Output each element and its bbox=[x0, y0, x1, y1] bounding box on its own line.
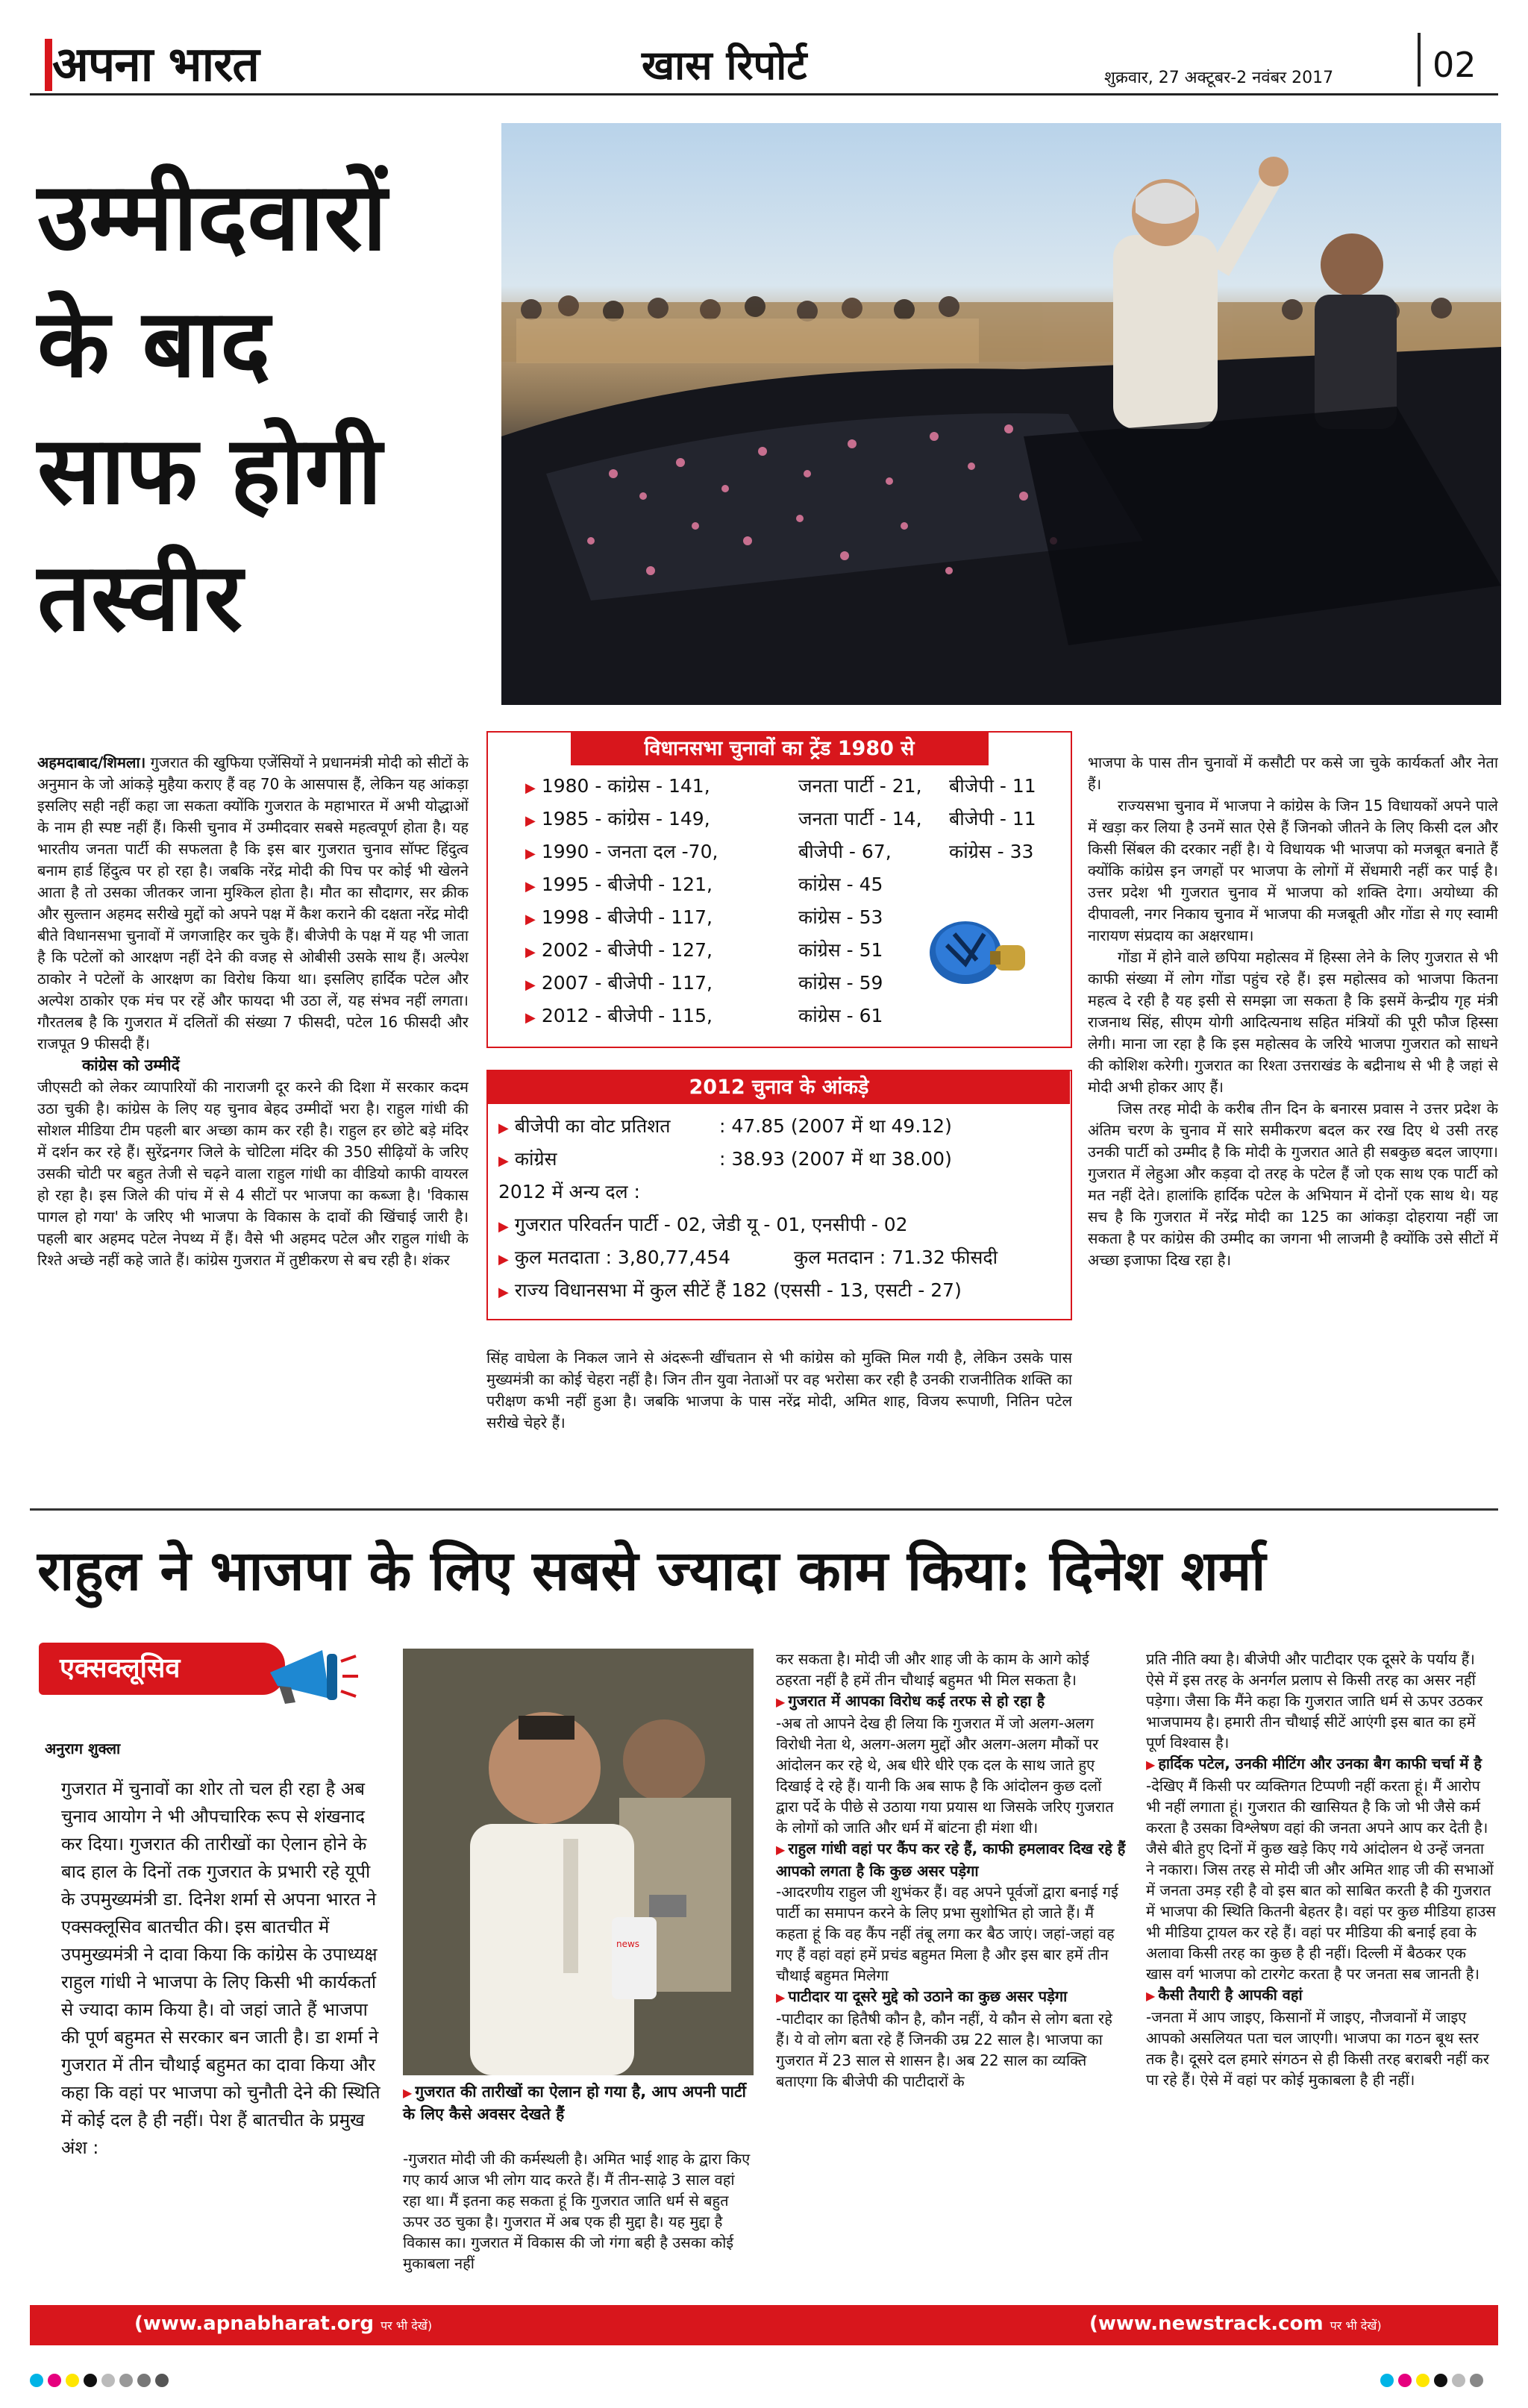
pointer-icon: ▶ bbox=[1146, 1989, 1156, 2003]
stats-row bbox=[498, 1208, 908, 1244]
subhead: कांग्रेस को उम्मीदें bbox=[82, 1056, 180, 1074]
trend-cell: कांग्रेस - 33 bbox=[949, 841, 1034, 862]
trend-cell: बीजेपी - 67, bbox=[798, 841, 892, 862]
answer-text: -गुजरात मोदी जी की कर्मस्थली है। अमित भाई शाह के द्वारा किए गए कार्य आज भी लोग याद करते हैं। मैं तीन-साढ़े 3 साल वहां रहा था। मैं इतना कह सकता हूं कि गुजरात जाति धर्म से बहुत ऊपर उठ चुका है। गुजरात में अब एक ही मुद्दा है। यह मुद्दा है विकास का। गुजरात में विकास की जो गंगा बही है उसका कोई मुकाबला नहीं bbox=[403, 2150, 751, 2272]
story1-paragraph: गोंडा में होने वाले छपिया महोत्सव में हिस्सा लेने के लिए गुजरात से भी काफी संख्या में लोग गोंडा पहुंच रहे हैं। इस महोत्सव को भाजपा कितना महत्व दे रही है यह इसी से समझा जा सकता है कि इसमें केन्द्रीय गृह मंत्री राजनाथ सिंह, सीएम योगी आदित्यनाथ सहित मंत्रियों की पूरी फौज हिस्सा लेगी। माना जा रहा है कि इस महोत्सव के जरिये भाजपा गुजरात को साधने की कोशिश करेगी। गुजरात का रिश्ता उत्तराखंड के बद्रीनाथ से भी है जहां से मोदी अभी होकर आए हैं। bbox=[1088, 948, 1498, 1096]
trend-cell: जनता पार्टी - 21, bbox=[798, 775, 922, 797]
page-number-separator bbox=[1418, 33, 1421, 87]
footer-left-link[interactable] bbox=[134, 2313, 432, 2335]
byline: अनुराग शुक्ला bbox=[45, 1740, 121, 1758]
trend-box-title: विधानसभा चुनावों का ट्रेंड 1980 से bbox=[571, 733, 989, 765]
stats-label: बीजेपी का वोट प्रतिशत bbox=[514, 1115, 671, 1137]
registration-dot bbox=[48, 2374, 61, 2387]
registration-dot bbox=[1380, 2374, 1394, 2387]
story1-column-2 bbox=[486, 1347, 1072, 1496]
bullet-icon: ▶ bbox=[525, 879, 536, 894]
pointer-icon: ▶ bbox=[776, 1990, 786, 2004]
stats-value: : 38.93 (2007 में था 38.00) bbox=[719, 1148, 952, 1170]
answer-text: प्रति नीति क्या है। बीजेपी और पाटीदार एक दूसरे के पर्याय हैं। ऐसे में इस तरह के अनर्गल प्रलाप से किसी तरह का असर नहीं पड़ेगा। जैसा कि मैंने कहा कि गुजरात जाति धर्म से ऊपर उठकर भाजपामय है। हमारी तीन चौथाई सीटें आएंगी इस बात का हमें पूर्ण विश्वास है। bbox=[1146, 1650, 1483, 1752]
stats-row bbox=[498, 1143, 557, 1178]
question-text: राहुल गांधी वहां पर कैंप कर रहे हैं, काफी हमलावर दिख रहे हैं आपको लगता है कि कुछ असर पड़ेगा bbox=[776, 1840, 1126, 1880]
registration-dot bbox=[66, 2374, 79, 2387]
registration-dot bbox=[84, 2374, 97, 2387]
stats-row bbox=[498, 1110, 671, 1145]
trend-cell: 1998 - बीजेपी - 117, bbox=[541, 906, 713, 928]
question-1 bbox=[403, 2081, 754, 2125]
bullet-icon: ▶ bbox=[525, 846, 536, 862]
stats-2012-box bbox=[486, 1070, 1072, 1320]
footer-note: पर भी देखें) bbox=[1330, 2318, 1382, 2333]
trend-row bbox=[525, 967, 713, 1002]
trend-cell: बीजेपी - 11 bbox=[949, 775, 1036, 797]
footer-right-link[interactable] bbox=[1089, 2313, 1382, 2335]
bullet-icon: ▶ bbox=[498, 1252, 509, 1267]
bullet-icon: ▶ bbox=[525, 977, 536, 993]
story1-paragraph: सिंह वाघेला के निकल जाने से अंदरूनी खींचतान से भी कांग्रेस को मुक्ति मिल गयी है, लेकिन उसके पास मुख्यमंत्री का कोई चेहरा नहीं है। जिन तीन युवा नेताओं पर वह भरोसा कर रही है उनकी राजनीतिक शक्ति का परीक्षण कभी नहीं हुआ है। जबकि भाजपा के पास नरेंद्र मोदी, अमित शाह, विजय रूपाणी, नितिन पटेल सरीखे चेहरे हैं। bbox=[486, 1349, 1072, 1432]
trend-cell: कांग्रेस - 53 bbox=[798, 906, 883, 928]
masthead-rule bbox=[30, 93, 1498, 95]
section-title: खास रिपोर्ट bbox=[642, 42, 807, 89]
bullet-icon: ▶ bbox=[525, 912, 536, 927]
answer-text: -आदरणीय राहुल जी शुभंकर हैं। वह अपने पूर्वजों द्वारा बनाई गई पार्टी का समापन करने के लिए प्रभा सुशोभित हो जाते हैं। मैं कहता हूं कि वह कैंप नहीं तंबू लगा कर बैठ जाएं। जहां-जहां वह गए हैं वहां वहां हमें प्रचंड बहुमत मिला है और इस बार हमें तीन चौथाई बहुमत मिलेगा bbox=[776, 1883, 1118, 1984]
bullet-icon: ▶ bbox=[498, 1285, 509, 1300]
trend-cell: बीजेपी - 11 bbox=[949, 808, 1036, 830]
trend-row bbox=[525, 868, 713, 903]
stats-subhead: 2012 में अन्य दल : bbox=[498, 1181, 640, 1203]
registration-dot bbox=[137, 2374, 151, 2387]
pointer-icon: ▶ bbox=[776, 1843, 786, 1857]
registration-dot bbox=[30, 2374, 43, 2387]
stats-value: राज्य विधानसभा में कुल सीटें हैं 182 (एससी - 13, एसटी - 27) bbox=[514, 1279, 962, 1301]
trend-row bbox=[525, 934, 713, 969]
registration-dot bbox=[101, 2374, 115, 2387]
stats-row bbox=[498, 1274, 962, 1309]
trend-cell: 2012 - बीजेपी - 115, bbox=[541, 1005, 713, 1026]
bullet-icon: ▶ bbox=[525, 813, 536, 829]
story1-paragraph: राज्यसभा चुनाव में भाजपा ने कांग्रेस के जिन 15 विधायकों अपने पाले में खड़ा कर लिया है उनमें सात ऐसे हैं जिनको जीतने के लिए किसी दल और किसी सिंबल की दरकार नहीं है। ये विधायक भी भाजपा को मजबूत बनाते हैं क्योंकि कांग्रेस इन जगहों पर भाजपा के लोगों में सेंधमारी नहीं कर पाई है। उत्तर प्रदेश भी गुजरात चुनाव में भाजपा को शक्ति देगा। अयोध्या की दीपावली, नगर निकाय चुनाव में भाजपा की मजबूती और गोंडा से गए स्वामी नारायण संप्रदाय का अक्षरधाम। bbox=[1088, 797, 1498, 944]
bullet-icon: ▶ bbox=[525, 944, 536, 960]
story2-headline: राहुल ने भाजपा के लिए सबसे ज्यादा काम किया: दिनेश शर्मा bbox=[37, 1539, 1266, 1603]
story1-column-3 bbox=[1088, 752, 1498, 1498]
stats-value: कुल मतदान : 71.32 फीसदी bbox=[794, 1247, 998, 1268]
trend-cell: 2002 - बीजेपी - 127, bbox=[541, 939, 713, 961]
question-text: कैसी तैयारी है आपकी वहां bbox=[1158, 1986, 1303, 2004]
trend-cell: 1995 - बीजेपी - 121, bbox=[541, 874, 713, 895]
headline-line: तस्वीर bbox=[37, 542, 243, 652]
headline-line: के बाद bbox=[37, 288, 271, 398]
exclusive-label: एक्सक्लूसिव bbox=[39, 1643, 285, 1695]
stats-label: कांग्रेस bbox=[514, 1148, 557, 1170]
registration-dot bbox=[1470, 2374, 1483, 2387]
rally-photo bbox=[501, 123, 1501, 705]
headline-line: उम्मीदवारों bbox=[37, 161, 387, 272]
trend-cell: 2007 - बीजेपी - 117, bbox=[541, 972, 713, 994]
print-registration-dots-right bbox=[1380, 2374, 1483, 2387]
story2-intro: गुजरात में चुनावों का शोर तो चल ही रहा है अब चुनाव आयोग ने भी औपचारिक रूप से शंखनाद कर दिया। गुजरात की तारीखों का ऐलान होने के बाद हाल के दिनों तक गुजरात के प्रभारी रहे यूपी के उपमुख्यमंत्री डा. दिनेश शर्मा से अपना भारत ने एक्सक्लूसिव बातचीत की। इस बातचीत में उपमुख्यमंत्री ने दावा किया कि कांग्रेस के उपाध्यक्ष राहुल गांधी ने भाजपा के लिए किसी भी कार्यकर्ता से ज्यादा काम किया है। वो जहां जाते हैं भाजपा की पूर्ण बहुमत से सरकार बन जाती है। डा शर्मा ने गुजरात में तीन चौथाई बहुमत का दावा किया और कहा कि वहां पर भाजपा को चुनौती देने की स्थिति में कोई दल है ही नहीं। पेश हैं बातचीत के प्रमुख अंश : bbox=[61, 1778, 381, 2158]
question-3 bbox=[776, 1838, 1127, 1881]
story1-paragraph: भाजपा के पास तीन चुनावों में कसौटी पर कसे जा चुके कार्यकर्ता और नेता हैं। bbox=[1088, 753, 1498, 793]
story2-intro-column bbox=[61, 1775, 381, 2298]
answer-text: -अब तो आपने देख ही लिया कि गुजरात में जो अलग-अलग विरोधी नेता थे, अलग-अलग मुद्दों और अलग-अलग मौकों पर आंदोलन कर रहे थे, अब धीरे धीरे एक दल के साथ जाते हुए दिखाई दे रहे हैं। यानी कि अब साफ है कि आंदोलन कुछ दलों द्वारा पर्दे के पीछे से उठाया गया प्रयास था जिसके जरिए गुजरात के लोगों को जाति और धर्म में बांटना ही मंशा थी। bbox=[776, 1714, 1114, 1837]
footer-url[interactable]: (www.newstrack.com bbox=[1089, 2313, 1324, 2335]
question-text: गुजरात की तारीखों का ऐलान हो गया है, आप अपनी पार्टी के लिए कैसे अवसर देखते हैं bbox=[403, 2083, 746, 2123]
answer-text: -पाटीदार का हितैषी कौन है, कौन नहीं, ये कौन से लोग बता रहे हैं। ये वो लोग बता रहे हैं जिनकी उम्र 22 साल है। भाजपा का गुजरात में 23 साल से शासन है। अब 22 साल का व्यक्ति बताएगा कि बीजेपी की पाटीदारों के bbox=[776, 2010, 1112, 2090]
trend-cell: कांग्रेस - 45 bbox=[798, 874, 883, 895]
bullet-icon: ▶ bbox=[498, 1219, 509, 1235]
stats-value: : 47.85 (2007 में था 49.12) bbox=[719, 1115, 952, 1137]
pointer-icon: ▶ bbox=[776, 1695, 786, 1709]
story1-headline bbox=[37, 153, 485, 660]
answer-text: -जनता में आप जाइए, किसानों में जाइए, नौजवानों में जाइए आपको असलियत पता चल जाएगी। भाजपा का गठन बूथ स्तर तक है। दूसरे दल हमारे संगठन से ही किसी तरह बराबरी नहीं कर पा रहे हैं। ऐसे में वहां पर कोई मुकाबला है ही नहीं। bbox=[1146, 2008, 1489, 2089]
registration-dot bbox=[1452, 2374, 1465, 2387]
trend-row bbox=[525, 803, 710, 838]
story2-column-c bbox=[776, 1649, 1127, 2290]
story2-column-d bbox=[1146, 1649, 1497, 2290]
pointer-icon: ▶ bbox=[403, 2086, 413, 2100]
trend-cell: 1980 - कांग्रेस - 141, bbox=[541, 775, 710, 797]
footer-url[interactable]: (www.apnabharat.org bbox=[134, 2313, 375, 2335]
trend-cell: 1985 - कांग्रेस - 149, bbox=[541, 808, 710, 830]
stats-2012-title: 2012 चुनाव के आंकड़े bbox=[488, 1071, 1070, 1104]
issue-date: शुक्रवार, 27 अक्टूबर-2 नवंबर 2017 bbox=[1104, 69, 1334, 87]
registration-dot bbox=[1398, 2374, 1412, 2387]
trend-row bbox=[525, 1000, 713, 1035]
answer-text: -देखिए मैं किसी पर व्यक्तिगत टिप्पणी नहीं करता हूं। मैं आरोप भी नहीं लगाता हूं। गुजरात की खासियत है कि जो भी जैसे कर्म करता है उसका विश्लेषण वहां की जनता अपने आप कर देती है। जैसे बीते हुए दिनों में कुछ खड़े किए गये आंदोलन थे उन्हें जनता ने नकारा। जिस तरह से मोदी जी और अमित शाह जी की सभाओं में जनता उमड़ रही है वो इस बात को साबित करती है की गुजरात में भाजपा की स्थिति कितनी बेहतर है। वहां पर कुछ मीडिया हाउस भी मीडिया ट्रायल कर रहे हैं। वहां पर मीडिया की बनाई हवा के अलावा किसी तरह का कुछ है ही नहीं। दिल्ली में बैठकर एक खास वर्ग भाजपा को टारगेट करता है पर जनता सब जानती है। bbox=[1146, 1777, 1496, 1983]
registration-dot bbox=[1416, 2374, 1430, 2387]
registration-dot bbox=[155, 2374, 169, 2387]
story1-paragraph: जिस तरह मोदी के करीब तीन दिन के बनारस प्रवास ने उत्तर प्रदेश के अंतिम चरण के चुनाव में सारे समीकरण बदल कर रख दिए थे उसी तरह उनकी पार्टी को उम्मीद है कि मोदी के गुजरात आते ही सबकुछ बदल जाएगा। गुजरात में लेहुआ और कड़वा दो तरह के पटेल हैं जो एक साथ एक पार्टी को मत नहीं देते। हालांकि हार्दिक पटेल के अभियान में दोनों एक साथ थे। यह सच है कि गुजरात में नरेंद्र मोदी का 125 का आंकड़ा दोहराया नहीं जा सकता है पर कांग्रेस की उम्मीद का जगना भी लाजमी है क्योंकि उसे सीटों में अच्छा इजाफा दिख रहा है। bbox=[1088, 1100, 1498, 1269]
stats-value: कुल मतदाता : 3,80,77,454 bbox=[514, 1247, 731, 1268]
story2-column-b bbox=[403, 2148, 754, 2298]
answer-text: कर सकता है। मोदी जी और शाह जी के काम के आगे कोई ठहरता नहीं है हमें तीन चौथाई बहुमत भी मिल सकता है। bbox=[776, 1650, 1089, 1689]
interview-photo bbox=[403, 1649, 754, 2075]
megaphone-icon bbox=[263, 1643, 360, 1707]
question-text: हार्दिक पटेल, उनकी मीटिंग और उनका बैग काफी चर्चा में है bbox=[1158, 1755, 1482, 1772]
trend-cell: कांग्रेस - 59 bbox=[798, 972, 883, 994]
question-text: गुजरात में आपका विरोध कई तरफ से हो रहा है bbox=[788, 1692, 1045, 1710]
section-divider bbox=[30, 1508, 1498, 1511]
bullet-icon: ▶ bbox=[525, 780, 536, 796]
trend-row bbox=[525, 901, 713, 936]
interview-photo-illustration bbox=[403, 1649, 754, 2075]
footer-note: पर भी देखें) bbox=[381, 2318, 433, 2333]
trend-row bbox=[525, 835, 718, 871]
ballot-stamp-icon bbox=[924, 900, 1036, 990]
trend-cell: कांग्रेस - 51 bbox=[798, 939, 883, 961]
dateline: अहमदाबाद/शिमला। bbox=[37, 753, 146, 771]
stats-value: गुजरात परिवर्तन पार्टी - 02, जेडी यू - 01, एनसीपी - 02 bbox=[514, 1214, 908, 1235]
question-2 bbox=[776, 1690, 1127, 1713]
trend-cell: जनता पार्टी - 14, bbox=[798, 808, 922, 830]
bullet-icon: ▶ bbox=[525, 1010, 536, 1026]
question-6 bbox=[1146, 1984, 1497, 2007]
bullet-icon: ▶ bbox=[498, 1153, 509, 1169]
story1-paragraph: गुजरात की खुफिया एजेंसियों ने प्रधानमंत्री मोदी को सीटों के अनुमान के जो आंकड़े मुहैया कराए हैं वह 70 के आसपास हैं, लेकिन यह आंकड़ा इसलिए सही नहीं कहा जा सकता क्योंकि गुजरात के महाभारत में अभी योद्धाओं के नाम ही स्पष्ट नहीं हैं। किसी चुनाव में उम्मीदवार सबसे महत्वपूर्ण होता है। यह भारतीय जनता पार्टी की सफलता है कि इस बार गुजरात चुनाव सॉफ्ट हिंदुत्व बनाम हार्ड हिंदुत्व पर हो रहा है। जबकि नरेंद्र मोदी की पिच पर कोई भी खेलने आता है तो उसका जीतकर जाना मुश्किल होता है। मौत का सौदागर, सर क्रीक और सुल्तान अहमद सरीखे मुद्दों को अपने पक्ष में कैश कराने की दक्षता नरेंद्र मोदी बीते विधानसभा चुनावों में जगजाहिर कर चुके हैं। बीजेपी के पक्ष में यह भी जाता है कि पटेलों को आरक्षण नहीं देने की वजह से ओबीसी उसके साथ हैं। अल्पेश ठाकोर ने पटेलों के आरक्षण का विरोध किया था। इसलिए हार्दिक पटेल और अल्पेश ठाकोर एक मंच पर रहें और फायदा भी उठा लें, यह संभव नहीं लगता। गौरतलब है कि गुजरात में दलितों की संख्या 7 फीसदी, पटेल 16 फीसदी और राजपूत 9 फीसदी हैं। bbox=[37, 753, 469, 1053]
bullet-icon: ▶ bbox=[498, 1120, 509, 1136]
print-registration-dots-left bbox=[30, 2374, 169, 2387]
masthead-brand-bar bbox=[45, 39, 52, 91]
trend-cell: 1990 - जनता दल -70, bbox=[541, 841, 718, 862]
exclusive-tag bbox=[39, 1643, 375, 1707]
question-5 bbox=[1146, 1753, 1497, 1775]
story1-column-1 bbox=[37, 752, 469, 1498]
pointer-icon: ▶ bbox=[1146, 1758, 1156, 1772]
masthead-brand: अपना भारत bbox=[52, 37, 259, 93]
headline-line: साफ होगी bbox=[37, 415, 382, 525]
trend-row bbox=[525, 770, 710, 805]
story1-paragraph: जीएसटी को लेकर व्यापारियों की नाराजगी दूर करने की दिशा में सरकार कदम उठा चुकी है। कांग्रेस के लिए यह चुनाव बेहद उम्मीदों भरा है। राहुल गांधी की सोशल मीडिया टीम पहली बार अच्छा काम कर रही है। राहुल हर छोटे बड़े मंदिर में दर्शन कर रहे हैं। सुरेंद्रनगर जिले के चोटिला मंदिर की 350 सीढ़ियों के जरिए उसकी चोटी पर बहुत तेजी से चढ़ने वाला राहुल गांधी का वीडियो काफी वायरल हो रहा है। इस जिले की पांच में से 4 सीटों पर भाजपा का कब्जा है। 'विकास पागल हो गया' के जरिए भी भाजपा के विकास के दावों की खिंचाई जारी है। पहली बार अहमद पटेल नेपथ्य में हैं। वैसे भी अहमद पटेल और राहुल गांधी के रिश्ते अच्छे नहीं कहे जाते हैं। कांग्रेस गुजरात में तुष्टीकरण से बच रही है। शंकर bbox=[37, 1078, 469, 1269]
registration-dot bbox=[1434, 2374, 1447, 2387]
trend-box bbox=[486, 731, 1072, 1048]
rally-photo-illustration bbox=[501, 123, 1501, 705]
stats-row bbox=[498, 1241, 730, 1276]
question-4 bbox=[776, 1986, 1127, 2008]
page-number: 02 bbox=[1432, 45, 1477, 85]
registration-dot bbox=[119, 2374, 133, 2387]
question-text: पाटीदार या दूसरे मुद्दे को उठाने का कुछ असर पड़ेगा bbox=[788, 1987, 1068, 2005]
mic-logo: news bbox=[616, 1939, 640, 1949]
trend-cell: कांग्रेस - 61 bbox=[798, 1005, 883, 1026]
